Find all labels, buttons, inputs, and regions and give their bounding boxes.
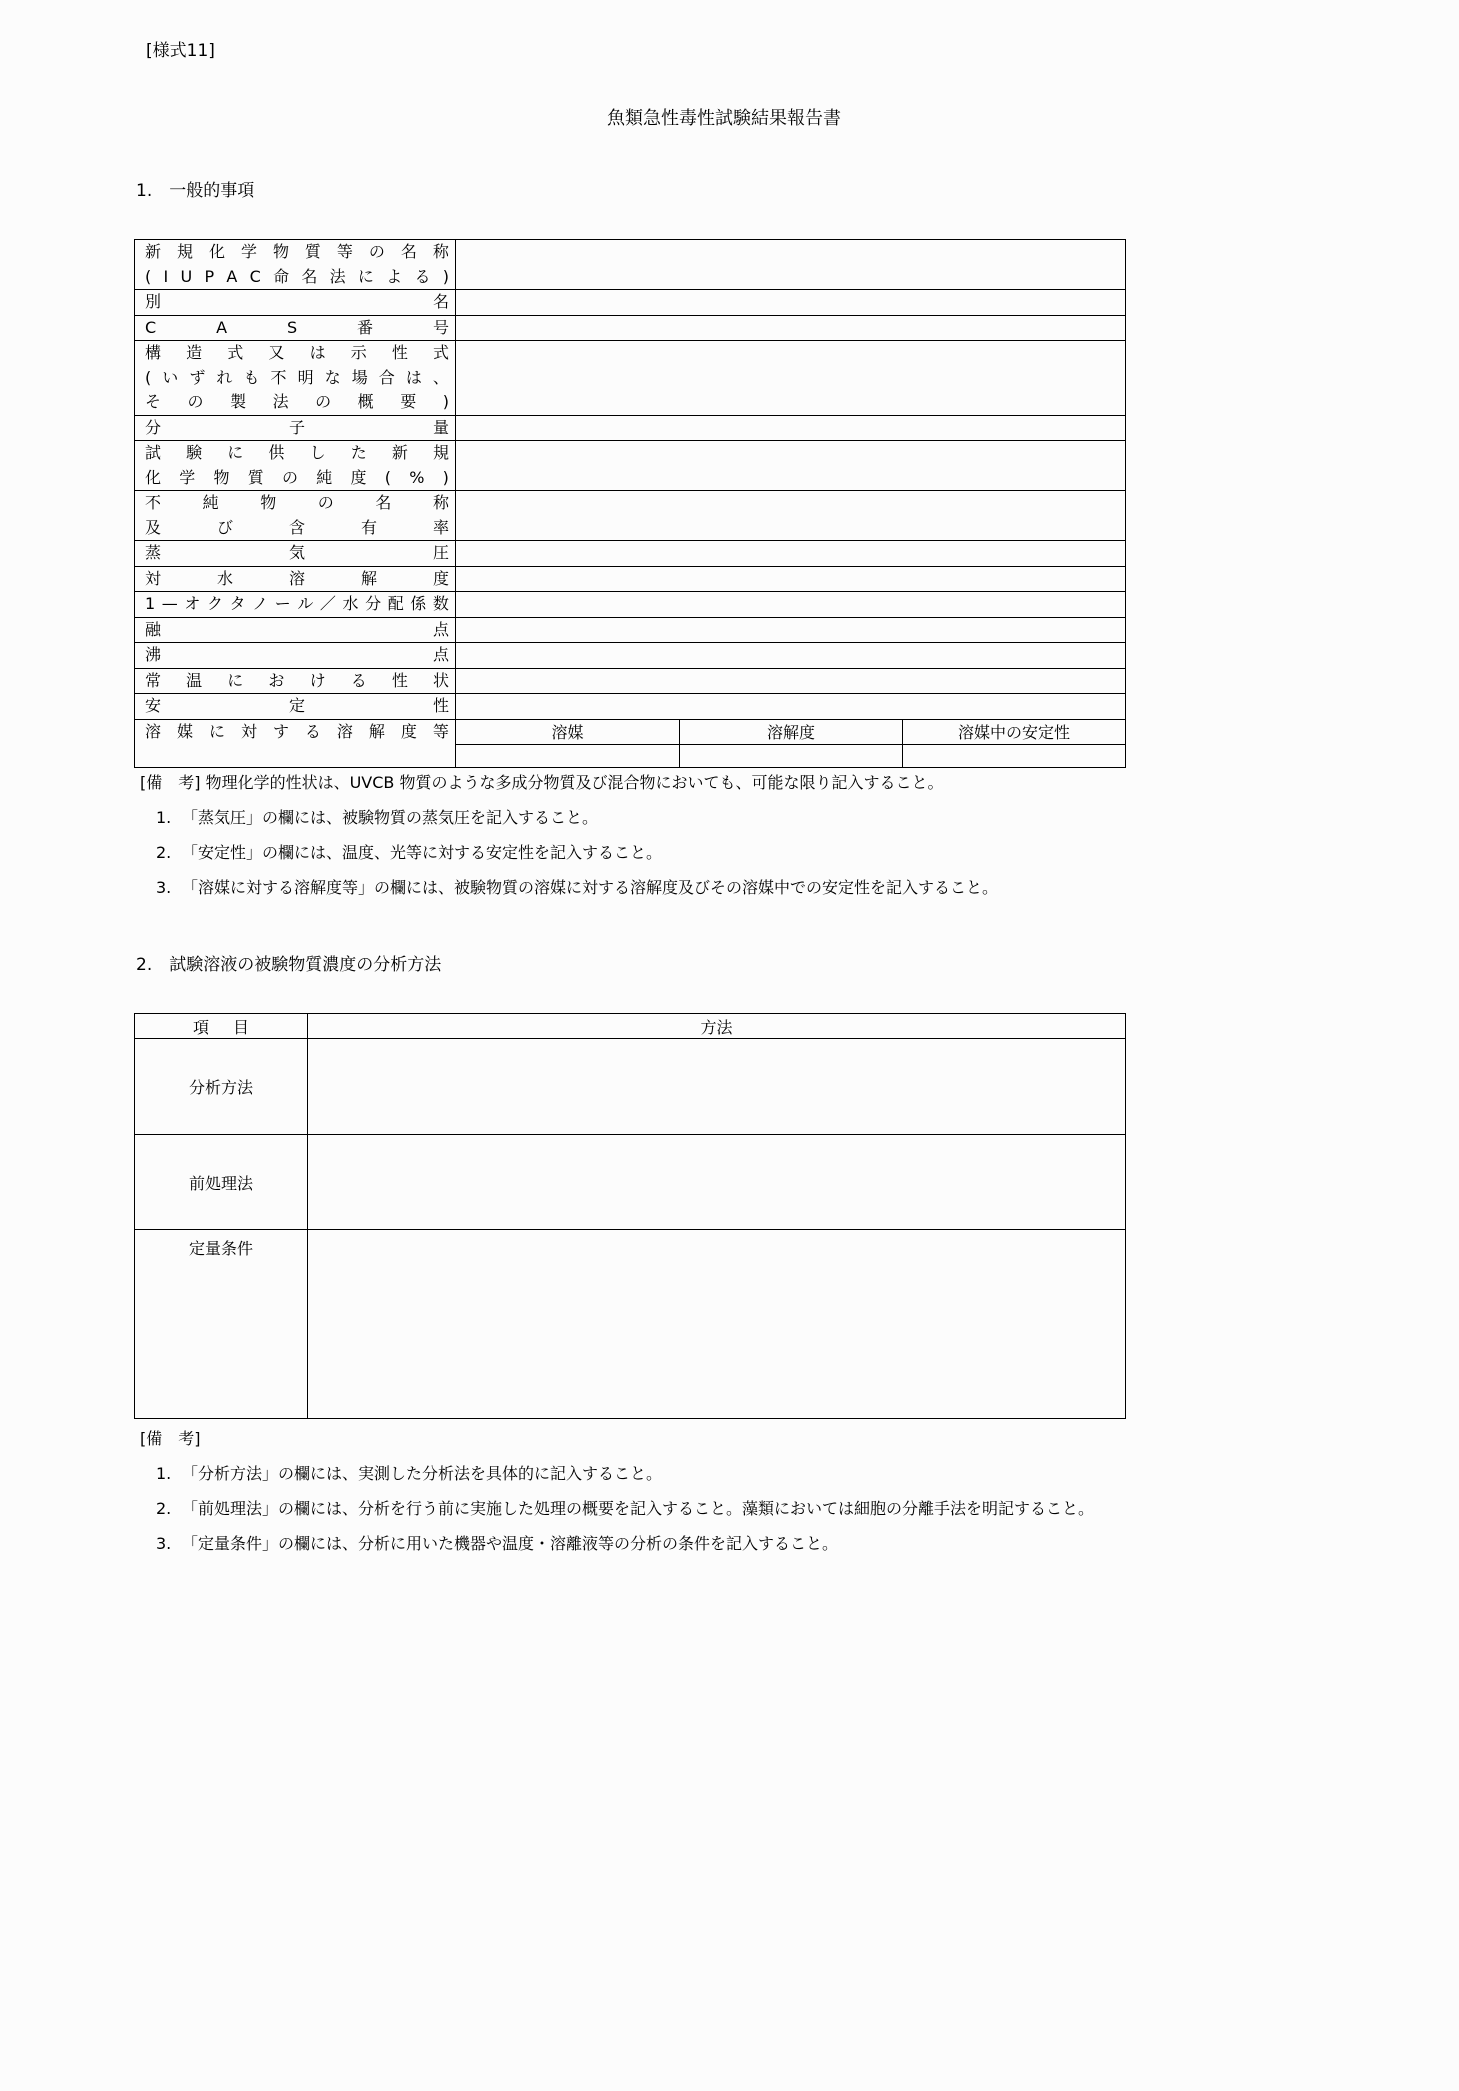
section2-note-item [156,1531,838,1554]
note-text: 「前処理法」の欄には、分析を行う前に実施した処理の概要を記入すること。藻類においては細胞の分離手法を明記すること。 [182,1499,1095,1518]
general-info-table [134,239,1126,768]
analysis-method-field[interactable] [308,1039,1126,1135]
note-number: 3. [156,878,172,897]
row-label: 分 子 量 [135,415,456,441]
note-number: 1. [156,808,172,827]
solubility-column-header: 溶解度 [680,719,903,744]
row-label: 1 — オ ク タ ノ ー ル ／ 水 分 配 係 数 [135,592,456,618]
quantification-field[interactable] [308,1230,1126,1419]
note-number: 1. [156,1464,172,1483]
row-value-field[interactable] [456,290,1126,316]
row-value-field[interactable] [456,491,1126,541]
row-value-field[interactable] [456,617,1126,643]
row-label: 不 純 物 の 名 称 及 び 含 有 率 [135,491,456,541]
row-label-analysis-method: 分析方法 [135,1039,308,1135]
row-label: 試 験 に 供 し た 新 規 化 学 物 質 の 純 度 ( % ) [135,441,456,491]
solubility-value-field[interactable] [680,744,903,767]
row-value-field[interactable] [456,668,1126,694]
header-method: 方法 [308,1014,1126,1039]
row-label: 常 温 に お け る 性 状 [135,668,456,694]
note-text: 「安定性」の欄には、温度、光等に対する安定性を記入すること。 [182,843,663,862]
table-row [135,617,1126,643]
row-label-solubility: 溶 媒 に 対 す る 溶 解 度 等 [135,719,456,767]
note-number: 2. [156,843,172,862]
row-label: 沸 点 [135,643,456,669]
table-row [135,592,1126,618]
section1-note-item [156,875,998,898]
table-row [135,491,1126,541]
note-text: 「定量条件」の欄には、分析に用いた機器や温度・溶離液等の分析の条件を記入すること。 [182,1534,839,1553]
table-row [135,566,1126,592]
row-value-field[interactable] [456,441,1126,491]
table-row [135,315,1126,341]
row-label: 融 点 [135,617,456,643]
row-value-field[interactable] [456,566,1126,592]
row-value-field[interactable] [456,541,1126,567]
note-number: 2. [156,1499,172,1518]
row-label-quantification: 定量条件 [135,1230,308,1419]
row-label: 新 規 化 学 物 質 等 の 名 称 ( I U P A C 命 名 法 に よ る ) [135,240,456,290]
row-label: 安 定 性 [135,694,456,720]
table-row [135,541,1126,567]
analysis-method-table [134,1013,1126,1419]
header-item: 項 目 [135,1014,308,1039]
form-number: [様式11] [146,41,215,61]
row-value-field[interactable] [456,341,1126,416]
row-value-field[interactable] [456,694,1126,720]
row-label: 別 名 [135,290,456,316]
row-label: 構 造 式 又 は 示 性 式 ( い ず れ も 不 明 な 場 合 は 、 そ の 製 法 の 概 要 ) [135,341,456,416]
table-row [135,290,1126,316]
solubility-value-field[interactable] [456,744,680,767]
row-label: 蒸 気 圧 [135,541,456,567]
section2-note-item [156,1496,1094,1519]
table-row [135,415,1126,441]
row-value-field[interactable] [456,315,1126,341]
solubility-value-field[interactable] [903,744,1126,767]
table-row [135,240,1126,290]
table-row [135,694,1126,720]
table-row [135,668,1126,694]
section2-note-head: [備 考] [140,1429,201,1448]
section2-note-item [156,1461,662,1484]
row-label-pretreatment: 前処理法 [135,1135,308,1230]
table-row [135,643,1126,669]
note-number: 3. [156,1534,172,1553]
row-value-field[interactable] [456,643,1126,669]
note-text: 「蒸気圧」の欄には、被験物質の蒸気圧を記入すること。 [182,808,599,827]
solubility-column-header: 溶媒中の安定性 [903,719,1126,744]
section1-heading: 1. 一般的事項 [136,181,255,201]
row-value-field[interactable] [456,592,1126,618]
pretreatment-field[interactable] [308,1135,1126,1230]
section1-note-item [156,840,662,863]
table-row [135,441,1126,491]
section1-note-item [156,805,598,828]
table-row [135,719,1126,744]
note-text: 「溶媒に対する溶解度等」の欄には、被験物質の溶媒に対する溶解度及びその溶媒中での安定性を記入すること。 [182,878,999,897]
row-label: 対 水 溶 解 度 [135,566,456,592]
section2-heading: 2. 試験溶液の被験物質濃度の分析方法 [136,955,442,975]
note-text: 「分析方法」の欄には、実測した分析法を具体的に記入すること。 [182,1464,663,1483]
section1-note-head: [備 考] 物理化学的性状は、UVCB 物質のような多成分物質及び混合物においても、可能な限り記入すること。 [140,773,944,792]
row-label: C A S 番 号 [135,315,456,341]
row-value-field[interactable] [456,415,1126,441]
solubility-column-header: 溶媒 [456,719,680,744]
table-row [135,341,1126,416]
document-title: 魚類急性毒性試験結果報告書 [607,108,841,129]
row-value-field[interactable] [456,240,1126,290]
